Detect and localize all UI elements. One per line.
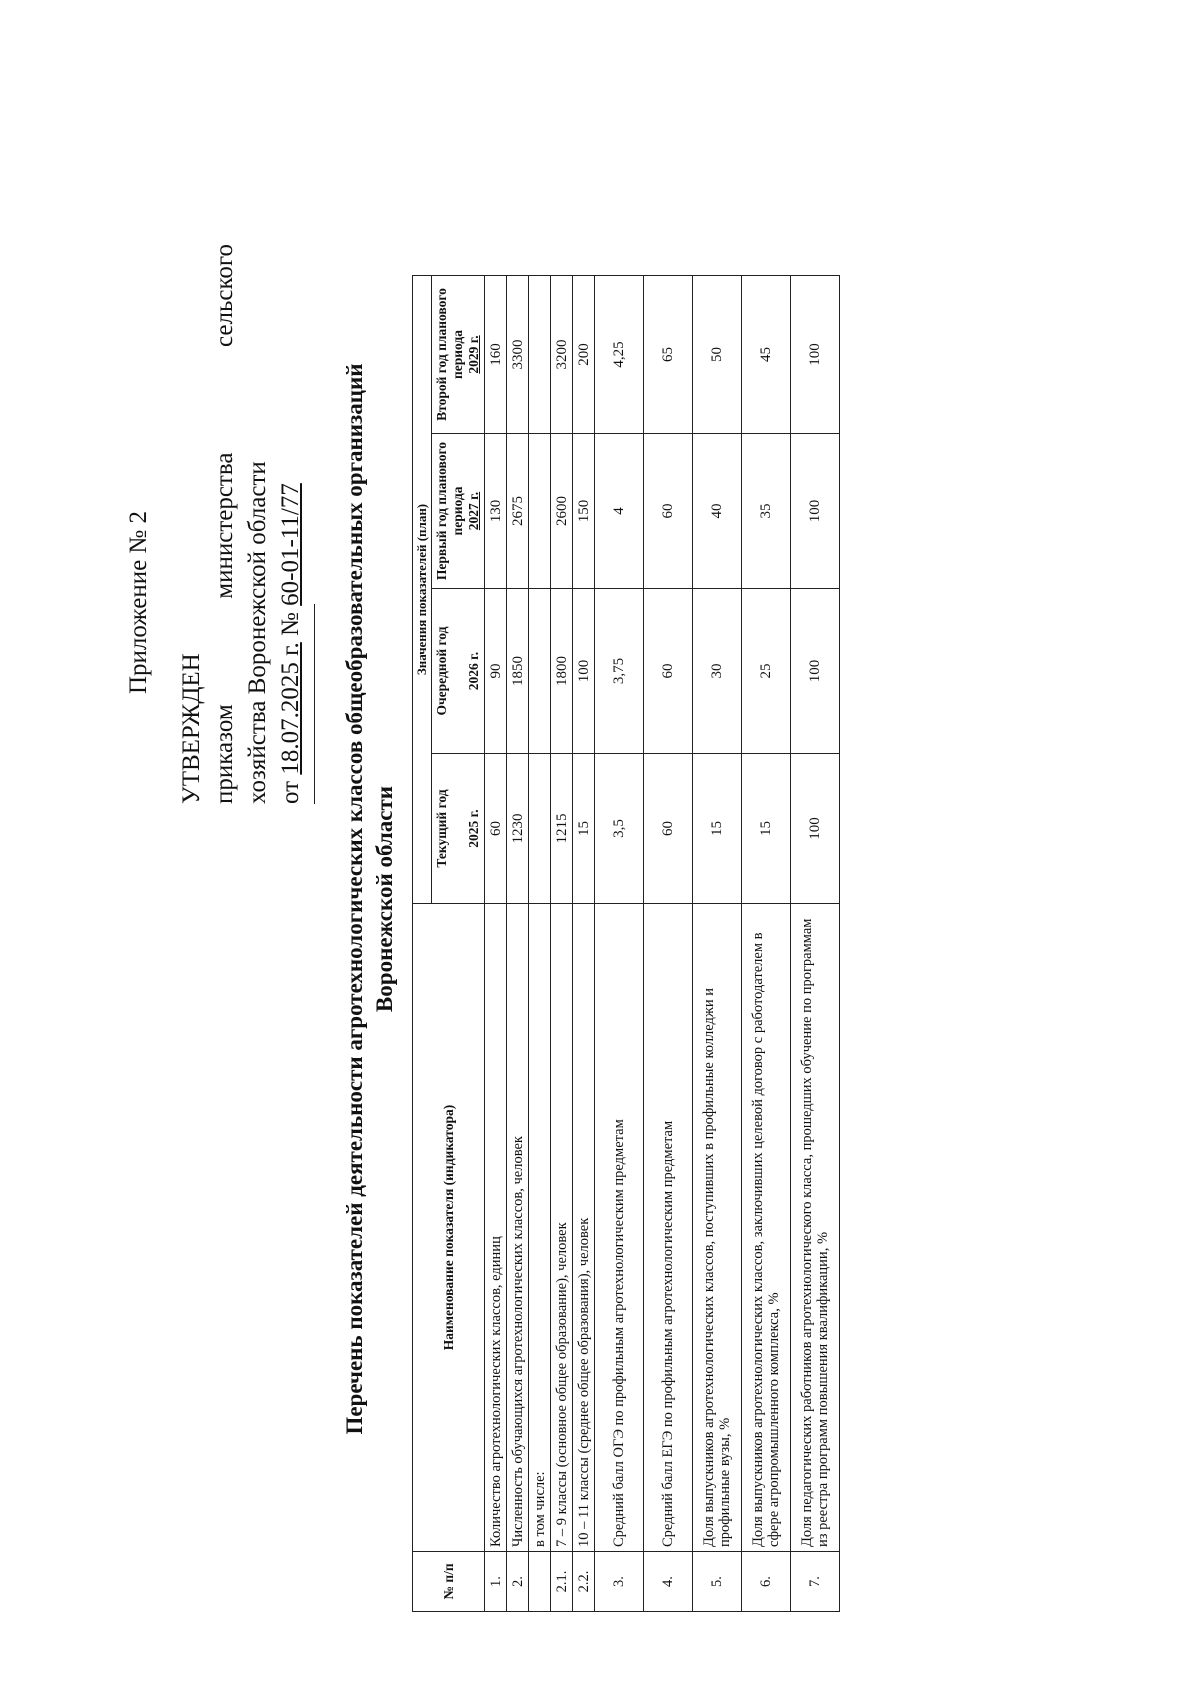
row-name: Доля выпускников агротехнологических классов, заключивших целевой договор с работодателем в сфере агропромышленного комплекса, % <box>742 904 791 1552</box>
row-value-2027: 2600 <box>551 434 573 589</box>
header-num: № п/п <box>413 1552 485 1612</box>
row-value-2027: 60 <box>644 434 693 589</box>
approval-stamp <box>122 244 315 804</box>
table-row <box>644 275 693 1611</box>
header-current-year-value: 2025 г. <box>466 809 481 848</box>
row-value-2029: 160 <box>485 275 507 433</box>
row-value-2027: 35 <box>742 434 791 589</box>
header-current-year-label: Текущий год <box>434 789 449 868</box>
table-row <box>742 275 791 1611</box>
row-value-2029: 3200 <box>551 275 573 433</box>
row-name: Количество агротехнологических классов, единиц <box>485 904 507 1552</box>
row-value-2026: 1850 <box>507 589 529 754</box>
row-value-2027: 150 <box>573 434 595 589</box>
header-first-plan-label: Первый год планового периода <box>434 441 465 581</box>
document-title <box>340 224 400 1574</box>
row-value-2026: 1800 <box>551 589 573 754</box>
date-prefix: от <box>277 780 304 804</box>
indicators-table <box>412 275 840 1612</box>
row-num: 5. <box>693 1552 742 1612</box>
row-name: Доля выпускников агротехнологических классов, поступивших в профильные колледжи и профильные вузы, % <box>693 904 742 1552</box>
row-name: Средний балл ЕГЭ по профильным агротехнологическим предметам <box>644 904 693 1552</box>
row-value-2025: 1215 <box>551 754 573 904</box>
header-name: Наименование показателя (индикатора) <box>413 904 485 1552</box>
row-num: 4. <box>644 1552 693 1612</box>
row-value-2029: 45 <box>742 275 791 433</box>
header-first-plan-year <box>432 434 485 589</box>
row-value-2029: 100 <box>791 275 840 433</box>
row-value-2025: 15 <box>742 754 791 904</box>
row-name: Доля педагогических работников агротехнологического класса, прошедших обучение по программам из реестра программ повышения квалификации, % <box>791 904 840 1552</box>
approval-word-order: приказом <box>211 704 238 804</box>
table-row <box>791 275 840 1611</box>
row-value-2029: 65 <box>644 275 693 433</box>
row-value-2026: 90 <box>485 589 507 754</box>
appendix-number: Приложение № 2 <box>125 510 152 694</box>
row-name: Средний балл ОГЭ по профильным агротехнологическим предметам <box>595 904 644 1552</box>
row-value-2026: 25 <box>742 589 791 754</box>
row-value-2025 <box>529 754 551 904</box>
table-row <box>507 275 529 1611</box>
row-num: 2.1. <box>551 1552 573 1612</box>
order-number: 60-01-11/77 <box>277 483 304 606</box>
approved-heading: УТВЕРЖДЕН <box>178 653 205 804</box>
row-value-2026 <box>529 589 551 754</box>
row-name: Численность обучающихся агротехнологических классов, человек <box>507 904 529 1552</box>
row-value-2027: 4 <box>595 434 644 589</box>
row-value-2026: 30 <box>693 589 742 754</box>
signature-line <box>313 604 315 804</box>
row-value-2026: 3,75 <box>595 589 644 754</box>
header-next-year-value: 2026 г. <box>466 651 481 691</box>
number-prefix: № <box>277 612 304 636</box>
row-num <box>529 1552 551 1612</box>
table-row <box>551 275 573 1611</box>
row-name: 10 – 11 классы (среднее общее образования), человек <box>573 904 595 1552</box>
row-value-2026: 100 <box>573 589 595 754</box>
row-value-2025: 60 <box>485 754 507 904</box>
header-second-plan-label: Второй год планового периода <box>434 288 465 421</box>
row-value-2027: 40 <box>693 434 742 589</box>
row-value-2027: 100 <box>791 434 840 589</box>
row-num: 3. <box>595 1552 644 1612</box>
approval-date: 18.07.2025 г. <box>277 642 304 775</box>
row-value-2025: 15 <box>573 754 595 904</box>
table-row <box>529 275 551 1611</box>
row-num: 7. <box>791 1552 840 1612</box>
row-value-2026: 60 <box>644 589 693 754</box>
approval-line-2: хозяйства Воронежской области <box>244 461 271 804</box>
row-value-2026: 100 <box>791 589 840 754</box>
header-first-plan-value: 2027 г. <box>466 491 481 531</box>
row-value-2025: 100 <box>791 754 840 904</box>
row-value-2027 <box>529 434 551 589</box>
header-current-year <box>432 754 485 904</box>
row-name: в том числе: <box>529 904 551 1552</box>
row-num: 2.2. <box>573 1552 595 1612</box>
approval-word-ministry: министерства <box>211 452 238 599</box>
title-line-2: Воронежской области <box>372 785 397 1013</box>
row-num: 1. <box>485 1552 507 1612</box>
row-num: 6. <box>742 1552 791 1612</box>
approval-word-agricultural: сельского <box>211 244 238 347</box>
header-plan-group: Значения показателей (план) <box>413 275 432 903</box>
row-value-2027: 2675 <box>507 434 529 589</box>
row-value-2029 <box>529 275 551 433</box>
approval-line-1 <box>208 244 241 804</box>
row-value-2029: 4,25 <box>595 275 644 433</box>
header-row-1 <box>413 275 432 1611</box>
header-second-plan-year <box>432 275 485 433</box>
table-row <box>485 275 507 1611</box>
row-value-2027: 130 <box>485 434 507 589</box>
row-value-2025: 3,5 <box>595 754 644 904</box>
row-num: 2. <box>507 1552 529 1612</box>
table-row <box>595 275 644 1611</box>
row-value-2025: 60 <box>644 754 693 904</box>
row-name: 7 – 9 классы (основное общее образование), человек <box>551 904 573 1552</box>
table-row <box>573 275 595 1611</box>
row-value-2025: 1230 <box>507 754 529 904</box>
title-line-1: Перечень показателей деятельности агротехнологических классов общеобразовательных организаций <box>342 363 367 1435</box>
row-value-2029: 3300 <box>507 275 529 433</box>
header-next-year-label: Очередной год <box>434 626 449 716</box>
header-second-plan-value: 2029 г. <box>466 335 481 374</box>
table-row <box>693 275 742 1611</box>
row-value-2025: 15 <box>693 754 742 904</box>
row-value-2029: 200 <box>573 275 595 433</box>
row-value-2029: 50 <box>693 275 742 433</box>
approval-line-3 <box>274 244 307 804</box>
header-next-year <box>432 589 485 754</box>
